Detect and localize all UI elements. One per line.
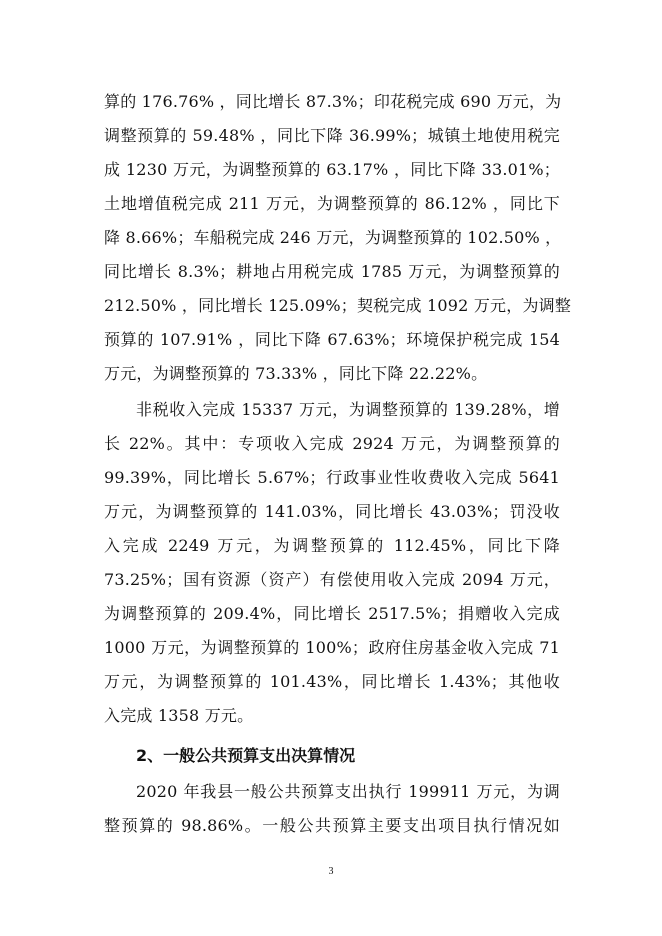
text-line: 成 1230 万元，为调整预算的 63.17% ，同比下降 33.01%； bbox=[104, 160, 560, 179]
text-line: 整预算的 98.86%。一般公共预算主要支出项目执行情况如 bbox=[104, 816, 560, 835]
text-line: 非税收入完成 15337 万元，为调整预算的 139.28%，增 bbox=[136, 400, 560, 419]
text-line: 长 22%。其中：专项收入完成 2924 万元，为调整预算的 bbox=[104, 434, 560, 453]
text-line: 入完成 1358 万元。 bbox=[104, 706, 254, 725]
text-line: 1000 万元，为调整预算的 100%；政府住房基金收入完成 71 bbox=[104, 638, 560, 657]
section-heading: 2、一般公共预算支出决算情况 bbox=[136, 746, 356, 765]
text-line: 降 8.66%；车船税完成 246 万元，为调整预算的 102.50% ， bbox=[104, 228, 562, 247]
text-line: 万元，为调整预算的 141.03%，同比增长 43.03%；罚没收 bbox=[104, 502, 560, 521]
text-line: 调整预算的 59.48% ，同比下降 36.99%；城镇土地使用税完 bbox=[104, 126, 560, 145]
text-line: 入完成 2249 万元，为调整预算的 112.45%，同比下降 bbox=[104, 536, 560, 555]
text-line: 预算的 107.91% ，同比下降 67.63%；环境保护税完成 154 bbox=[104, 330, 560, 349]
text-line: 万元，为调整预算的 101.43%，同比增长 1.43%；其他收 bbox=[104, 672, 560, 691]
text-line: 2020 年我县一般公共预算支出执行 199911 万元，为调 bbox=[136, 782, 560, 801]
text-line: 212.50% ，同比增长 125.09%；契税完成 1092 万元，为调整 bbox=[104, 296, 572, 315]
text-line: 土地增值税完成 211 万元，为调整预算的 86.12% ，同比下 bbox=[104, 194, 560, 213]
text-line: 99.39%，同比增长 5.67%；行政事业性收费收入完成 5641 bbox=[104, 468, 560, 487]
text-line: 73.25%；国有资源（资产）有偿使用收入完成 2094 万元， bbox=[104, 570, 560, 589]
text-line: 万元，为调整预算的 73.33% ，同比下降 22.22%。 bbox=[104, 364, 488, 383]
text-line: 同比增长 8.3%；耕地占用税完成 1785 万元，为调整预算的 bbox=[104, 262, 560, 281]
page-number: 3 bbox=[328, 866, 334, 877]
text-line: 算的 176.76% ，同比增长 87.3%；印花税完成 690 万元，为 bbox=[104, 92, 562, 111]
text-line: 为调整预算的 209.4%，同比增长 2517.5%；捐赠收入完成 bbox=[104, 604, 560, 623]
